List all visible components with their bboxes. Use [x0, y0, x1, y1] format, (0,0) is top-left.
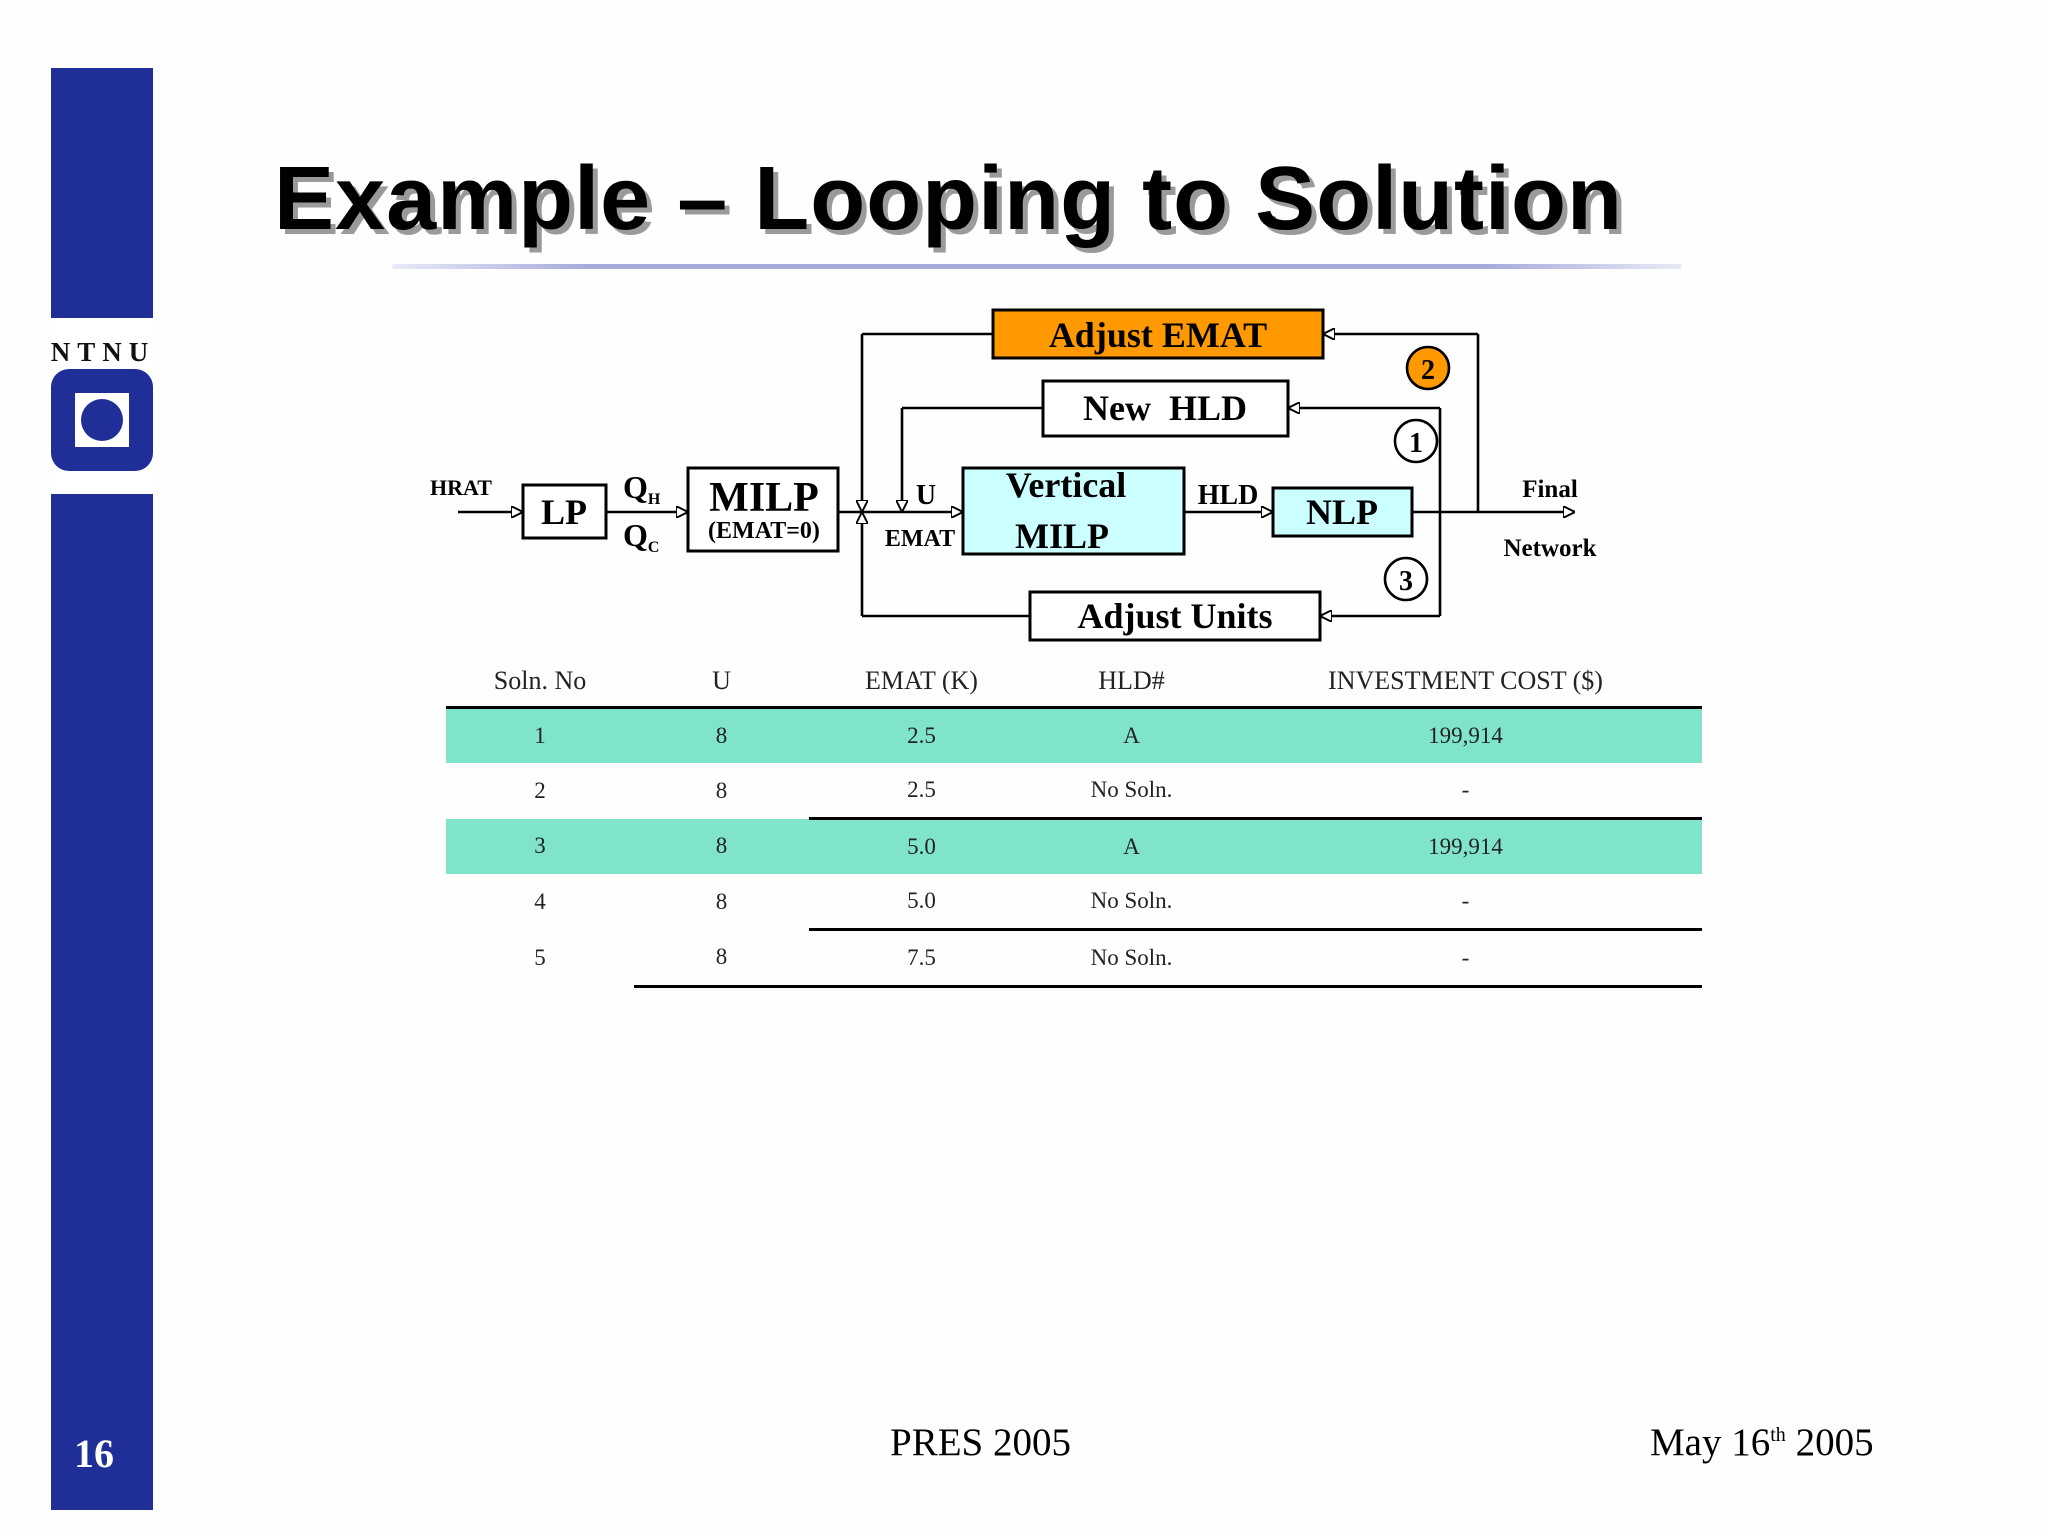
adjust-emat-label: Adjust EMAT — [1048, 315, 1268, 355]
network-label: Network — [1503, 535, 1597, 562]
ntnu-logo-icon — [51, 369, 153, 471]
results-table — [446, 656, 1702, 988]
title-underline — [392, 264, 1682, 269]
table-row — [446, 763, 1702, 819]
loop-3-number: 3 — [1399, 566, 1413, 597]
table-row — [446, 930, 1702, 987]
sidebar-bar — [51, 68, 153, 1510]
table-cell: - — [1229, 930, 1702, 987]
col-header-soln: Soln. No — [493, 666, 587, 695]
vertical-milp-line2: MILP — [1015, 516, 1109, 556]
table-cell: 2 — [534, 777, 546, 803]
ntnu-logo-text: NTNU — [50, 337, 156, 367]
table-cell: A — [1034, 819, 1229, 875]
table-cell: 2.5 — [809, 708, 1034, 764]
footer-conference: PRES 2005 — [890, 1421, 1071, 1464]
new-hld-label: New HLD — [1083, 388, 1247, 428]
col-header-emat: EMAT (K) — [865, 666, 978, 695]
col-header-cost: INVESTMENT COST ($) — [1328, 666, 1603, 695]
milp-label: MILP — [709, 475, 819, 521]
table-cell: - — [1461, 777, 1470, 802]
milp-note: (EMAT=0) — [708, 518, 820, 544]
hrat-label: HRAT — [430, 475, 492, 500]
table-cell: 5.0 — [809, 874, 1034, 930]
table-cell: 2.5 — [907, 777, 936, 802]
table-cell: 5.0 — [809, 819, 1034, 875]
table-cell: No Soln. — [1090, 777, 1173, 802]
table-cell: 8 — [634, 708, 809, 764]
table-cell: A — [1034, 708, 1229, 764]
results-table-container — [446, 656, 1702, 988]
table-row — [446, 708, 1702, 764]
lp-label: LP — [540, 492, 588, 532]
table-cell: 8 — [715, 888, 728, 914]
nlp-label: NLP — [1306, 492, 1378, 532]
flow-diagram — [420, 300, 1620, 650]
table-cell: 1 — [446, 708, 634, 764]
table-cell: No Soln. — [1034, 874, 1229, 930]
final-label: Final — [1522, 476, 1578, 503]
vertical-milp-line1: Vertical — [1005, 465, 1127, 505]
table-row — [446, 819, 1702, 875]
slide-title: Example – Looping to Solution — [274, 149, 1623, 249]
col-header-hld: HLD# — [1098, 666, 1165, 695]
footer-date: May 16th 2005 — [1650, 1421, 1874, 1464]
table-cell: 8 — [634, 930, 809, 987]
table-cell: 3 — [446, 819, 634, 875]
page-number: 16 — [74, 1431, 114, 1476]
loop-1-number: 1 — [1409, 428, 1423, 459]
qc-label: QC — [623, 517, 660, 556]
table-header-row — [446, 656, 1702, 708]
table-cell: 199,914 — [1229, 708, 1702, 764]
table-cell: 8 — [634, 819, 809, 875]
emat-label: EMAT — [884, 526, 956, 552]
loop-2-number: 2 — [1421, 355, 1435, 386]
table-cell: No Soln. — [1034, 930, 1229, 987]
adjust-units-label: Adjust Units — [1077, 596, 1273, 636]
table-cell: 199,914 — [1229, 819, 1702, 875]
table-cell: 5 — [534, 945, 546, 970]
u-label: U — [915, 480, 937, 511]
table-cell: 4 — [534, 888, 546, 914]
table-cell: - — [1229, 874, 1702, 930]
table-row — [446, 874, 1702, 930]
qh-label: QH — [623, 469, 661, 508]
table-cell: 7.5 — [809, 930, 1034, 987]
col-header-u: U — [712, 666, 731, 695]
hld-label: HLD — [1197, 480, 1259, 511]
table-cell: 8 — [715, 777, 728, 803]
